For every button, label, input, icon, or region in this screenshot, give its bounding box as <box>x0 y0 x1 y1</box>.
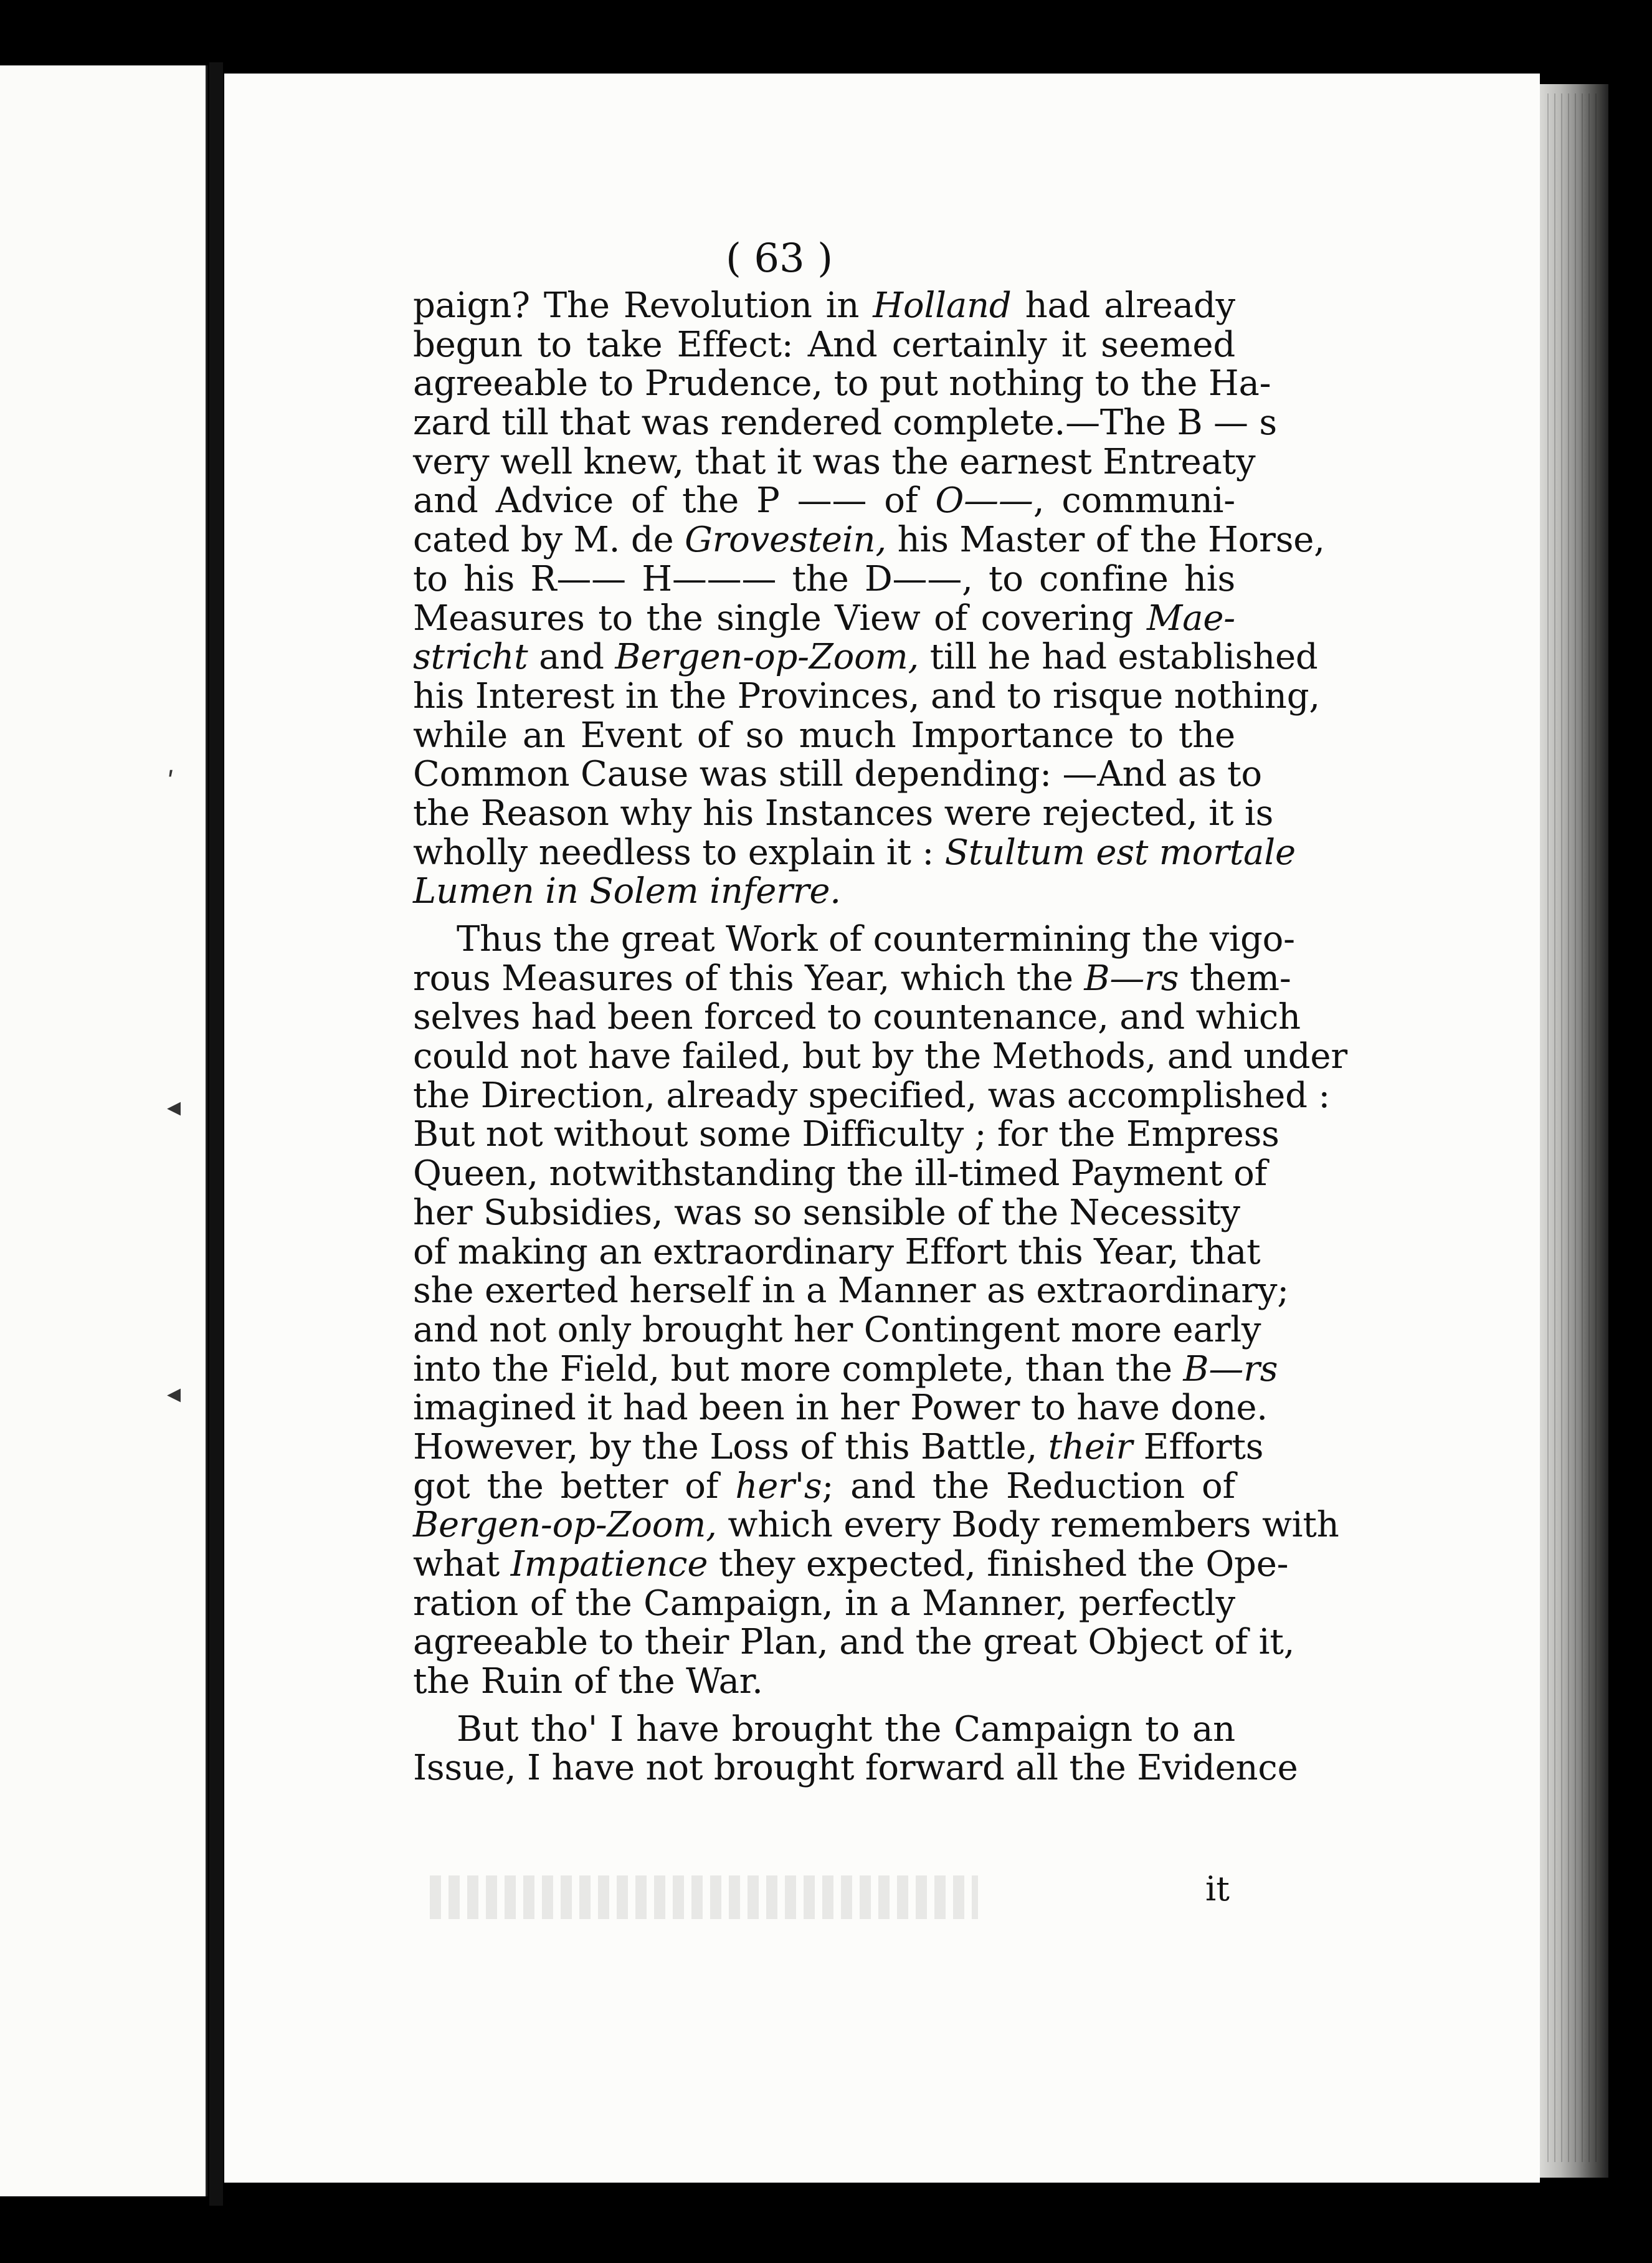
margin-mark: ʹ <box>167 767 175 799</box>
text-segment: to his R—— H——— the D——, to confine his <box>413 558 1235 599</box>
italic-text: Holland <box>873 285 1012 326</box>
text-segment: could not have failed, but by the Methods, and under <box>413 1036 1347 1077</box>
text-segment: what <box>413 1544 511 1584</box>
text-segment: ration of the Campaign, in a Manner, perfectly <box>413 1583 1235 1624</box>
text-segment: paign? The Revolution in <box>413 285 873 326</box>
page-number-header: ( 63 ) <box>726 236 833 282</box>
text-line <box>413 482 1235 521</box>
text-segment: and Advice of the P —— of <box>413 480 936 522</box>
text-segment: the Ruin of the War. <box>413 1661 763 1702</box>
italic-text: B—rs <box>1084 958 1179 999</box>
margin-mark: ◂ <box>167 1091 181 1123</box>
italic-text: Lumen in Solem inferre. <box>413 871 841 912</box>
text-segment: the Direction, already specified, was accomplished : <box>413 1075 1331 1116</box>
text-segment: , communi- <box>1033 480 1235 522</box>
italic-text: Bergen-op-Zoom, <box>615 637 919 678</box>
text-segment: Queen, notwithstanding the ill-timed Payment of <box>413 1153 1268 1194</box>
text-line <box>413 958 1291 999</box>
page-edge-texture <box>1547 93 1597 2162</box>
facing-page-left <box>0 65 207 2196</box>
italic-text: their <box>1048 1426 1133 1467</box>
text-line <box>413 287 1235 326</box>
italic-text: O—— <box>935 480 1033 522</box>
text-segment: cated by M. de <box>413 520 685 561</box>
text-line <box>413 1388 1268 1429</box>
text-line <box>413 832 1296 873</box>
text-line <box>413 997 1301 1038</box>
text-line <box>413 1467 1235 1507</box>
text-line <box>413 793 1274 834</box>
text-line <box>413 326 1235 365</box>
text-line <box>413 1114 1279 1155</box>
text-line <box>413 1309 1261 1350</box>
text-segment: selves had been forced to countenance, and which <box>413 997 1301 1038</box>
text-line <box>413 919 1295 960</box>
text-line <box>413 872 1235 912</box>
text-line <box>413 1710 1235 1750</box>
text-segment: ; and the Reduction of <box>822 1465 1236 1507</box>
text-segment: However, by the Loss of this Battle, <box>413 1426 1048 1467</box>
text-segment: agreeable to Prudence, to put nothing to the Ha- <box>413 363 1271 404</box>
italic-text: Grovestein, <box>685 520 887 561</box>
text-segment: imagined it had been in her Power to have done. <box>413 1388 1268 1429</box>
text-segment: But not without some Difficulty ; for the Empress <box>413 1114 1279 1155</box>
text-segment: very well knew, that it was the earnest Entreaty <box>413 441 1256 482</box>
text-segment: which every Body remembers with <box>716 1505 1339 1546</box>
italic-text: Stultum est mortale <box>944 832 1296 873</box>
text-line <box>413 1584 1235 1624</box>
text-segment: his Interest in the Provinces, and to risque nothing, <box>413 675 1320 717</box>
text-segment: Measures to the single View of covering <box>413 598 1147 639</box>
show-through-ink <box>430 1875 978 1919</box>
text-line <box>413 441 1256 482</box>
text-segment: Common Cause was still depending: —And as to <box>413 754 1262 795</box>
margin-mark: ◂ <box>167 1378 181 1409</box>
text-line <box>413 1231 1261 1272</box>
text-segment: the Reason why his Instances were rejected, it is <box>413 793 1274 834</box>
text-line <box>413 403 1277 444</box>
text-segment: and <box>528 637 615 678</box>
italic-text: Impatience <box>510 1544 708 1584</box>
text-segment: had already <box>1011 285 1235 326</box>
text-line <box>413 1270 1289 1312</box>
text-line <box>413 1505 1339 1546</box>
text-line <box>413 1622 1295 1663</box>
text-segment: and not only brought her Contingent more early <box>413 1309 1261 1350</box>
text-segment: till he had established <box>919 637 1318 678</box>
text-segment: while an Event of so much Importance to the <box>413 715 1235 756</box>
body-text <box>413 285 1347 1789</box>
text-line <box>413 1348 1278 1389</box>
text-segment: begun to take Effect: And certainly it seemed <box>413 324 1235 365</box>
text-line <box>413 637 1318 678</box>
catchword: it <box>1205 1869 1230 1908</box>
text-segment: they expected, finished the Ope- <box>708 1544 1289 1584</box>
text-segment: agreeable to their Plan, and the great Object of it, <box>413 1622 1295 1663</box>
text-line <box>413 1544 1289 1584</box>
text-line <box>413 1153 1268 1194</box>
text-segment: Efforts <box>1132 1426 1264 1467</box>
text-line <box>413 1662 1235 1702</box>
text-line <box>413 675 1320 717</box>
text-line <box>413 1748 1298 1789</box>
text-line <box>413 560 1235 599</box>
italic-text: her's <box>735 1465 822 1507</box>
text-segment: Issue, I have not brought forward all the Evidence <box>413 1748 1298 1789</box>
text-line <box>413 599 1235 639</box>
italic-text: B—rs <box>1183 1348 1278 1389</box>
text-segment: into the Field, but more complete, than the <box>413 1348 1184 1389</box>
text-segment: his Master of the Horse, <box>886 520 1325 561</box>
text-segment: of making an extraordinary Effort this Year, that <box>413 1231 1261 1272</box>
text-line <box>413 1036 1347 1077</box>
text-segment: But tho' I have brought the Campaign to an <box>457 1708 1235 1750</box>
text-segment: Thus the great Work of countermining the vigo- <box>457 919 1295 960</box>
text-segment: them- <box>1179 958 1291 999</box>
text-line <box>413 1426 1264 1467</box>
text-segment: she exerted herself in a Manner as extraordinary; <box>413 1270 1289 1312</box>
text-line <box>413 1192 1240 1233</box>
text-segment: her Subsidies, was so sensible of the Necessity <box>413 1192 1240 1233</box>
book-gutter <box>209 62 223 2206</box>
italic-text: Bergen-op-Zoom, <box>413 1505 717 1546</box>
text-line <box>413 717 1235 756</box>
italic-text: Mae- <box>1147 598 1235 639</box>
italic-text: stricht <box>413 637 528 678</box>
text-segment: wholly needless to explain it : <box>413 832 945 873</box>
text-line <box>413 363 1271 404</box>
text-line <box>413 754 1262 795</box>
text-segment: zard till that was rendered complete.—The B — s <box>413 403 1277 444</box>
text-line <box>413 1075 1331 1116</box>
text-line <box>413 520 1325 561</box>
text-segment: got the better of <box>413 1465 736 1507</box>
text-segment: rous Measures of this Year, which the <box>413 958 1085 999</box>
